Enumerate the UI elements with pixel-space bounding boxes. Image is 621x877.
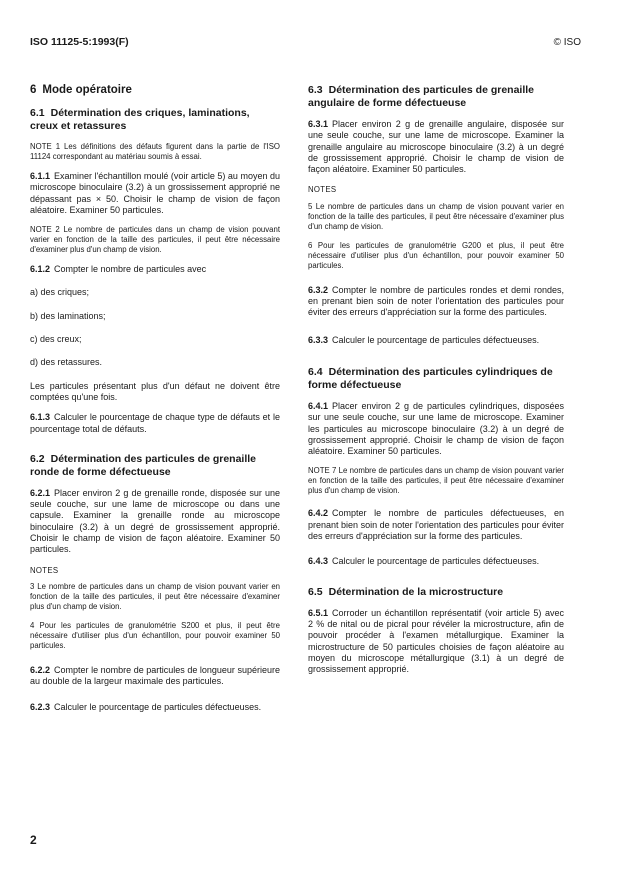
paragraph-6-4-3 <box>308 556 564 567</box>
clause-text: Compter le nombre de particules de longueur supérieure au double de la largeur maximale des particules. <box>30 664 280 687</box>
paragraph-6-3-3 <box>308 335 564 346</box>
clause-number: 6.1.1 <box>30 171 51 181</box>
section-number: 6.3 <box>308 84 323 96</box>
list-item: c) des creux; <box>30 334 82 345</box>
list-item: a) des criques; <box>30 287 90 298</box>
paragraph-6-3-1 <box>308 119 564 175</box>
notes-heading: NOTES <box>30 565 59 575</box>
section-title: Détermination des particules cylindriques de forme défectueuse <box>308 365 553 391</box>
section-number: 6.2 <box>30 452 45 465</box>
clause-text: Placer environ 2 g de grenaille ronde, disposée sur une seule couche, sur une lame de microscope ou dans une capsule. Examiner la grenaille ronde au microscope binoculaire (3.2) à un degré de grossissement approprié. Choisir le champ de vision de façon aléatoire. Examiner 50 particules. <box>30 487 280 555</box>
clause-number: 6.3.3 <box>308 334 329 345</box>
section-number: 6.1 <box>30 107 45 119</box>
paragraph-6-2-1 <box>30 488 280 556</box>
section-number: 6.4 <box>308 365 323 378</box>
section-number: 6 <box>30 84 37 96</box>
section-6-heading <box>30 84 280 97</box>
note-1: NOTE 1 Les définitions des défauts figurent dans la partie de l'ISO 11124 correspondant au matériau soumis à essai. <box>30 142 280 161</box>
clause-number: 6.3.1 <box>308 119 329 129</box>
right-column <box>308 84 564 684</box>
notes-heading: NOTES <box>308 185 337 195</box>
note-4: 4 Pour les particules de granulométrie S200 et plus, il peut être nécessaire d'utiliser plus d'un échantillon, pour pouvoir examiner 50 particules. <box>30 620 280 650</box>
left-column <box>30 84 280 722</box>
clause-text: Examiner l'échantillon moulé (voir article 5) au moyen du microscope binoculaire (3.2) à un grossissement approprié ne dépassant pas × 50. Choisir le champ de vision de façon aléatoire. Examiner 50 particules. <box>30 171 280 215</box>
clause-text: Compter le nombre de particules avec <box>54 264 207 275</box>
clause-text: Compter le nombre de particules rondes et demi rondes, en prenant bien soin de noter l'orientation des particules pour éviter des erreurs d'appréciation sur la forme des particules. <box>308 284 564 318</box>
clause-text: Corroder un échantillon représentatif (voir article 5) avec 2 % de nital ou de picral pour révéler la microstructure, afin de pouvoir procéder à l'examen métallurgique. Examiner la microstructure de 50 particules choisies de façon aléatoire au moyen du microscope métallurgique (3.1) à un degré de grossissement approprié. <box>308 607 564 675</box>
clause-number: 6.1.3 <box>30 412 51 423</box>
clause-number: 6.2.3 <box>30 701 51 712</box>
clause-text: Calculer le pourcentage de chaque type de défauts et le pourcentage total de défauts. <box>30 412 280 434</box>
clause-number: 6.1.2 <box>30 264 51 275</box>
paragraph-6-2-3 <box>30 702 280 713</box>
note-7: NOTE 7 Le nombre de particules dans un champ de vision pouvant varier en fonction de la taille des particules, il peut être nécessaire d'examiner plus d'un champ de vision. <box>308 466 564 496</box>
clause-number: 6.2.1 <box>30 487 51 498</box>
section-title: Détermination des criques, laminations, creux et retassures <box>30 107 250 132</box>
note-2: NOTE 2 Le nombre de particules dans un champ de vision pouvant varier en fonction de la taille des particules, il peut être nécessaire d'examiner plus d'un champ de vision. <box>30 225 280 255</box>
clause-number: 6.4.2 <box>308 508 329 519</box>
note-6: 6 Pour les particules de granulométrie G200 et plus, il peut être nécessaire d'utiliser plus d'un échantillon, pour pouvoir examiner 50 particules. <box>308 240 564 270</box>
clause-text: Calculer le pourcentage de particules défectueuses. <box>332 556 540 567</box>
copyright-mark: © ISO <box>553 37 581 48</box>
note-5: 5 Le nombre de particules dans un champ de vision pouvant varier en fonction de la taille des particules, il peut être nécessaire d'examiner plus d'un champ de vision. <box>308 201 564 231</box>
clause-number: 6.2.2 <box>30 664 51 675</box>
clause-number: 6.5.1 <box>308 607 329 618</box>
page-number: 2 <box>30 833 37 847</box>
section-6-1-heading <box>30 107 280 133</box>
note-3: 3 Le nombre de particules dans un champ de vision pouvant varier en fonction de la taille des particules, il peut être nécessaire d'examiner plus d'un champ de vision. <box>30 581 280 611</box>
list-item: d) des retassures. <box>30 357 103 368</box>
clause-text: Calculer le pourcentage de particules défectueuses. <box>54 701 262 712</box>
section-6-5-heading <box>308 586 564 599</box>
clause-text: Compter le nombre de particules défectueuses, en prenant bien soin de noter l'orientation des particules pour éviter des erreurs d'appréciation sur la forme des particules. <box>308 508 564 542</box>
clause-number: 6.4.1 <box>308 400 329 411</box>
clause-text: Placer environ 2 g de particules cylindriques, disposées sur une seule couche, sur une lame de microscope. Examiner les particules au microscope binoculaire (3.2) à un degré de grossissement approprié. Choisir le champ de vision de façon aléatoire. Examiner 50 particules. <box>308 400 564 457</box>
clause-text: Calculer le pourcentage de particules défectueuses. <box>332 334 540 345</box>
section-6-3-heading <box>308 84 564 110</box>
paragraph-6-4-1 <box>308 401 564 457</box>
section-title: Détermination des particules de grenaille angulaire de forme défectueuse <box>308 84 535 109</box>
paragraph-6-2-2 <box>30 665 280 688</box>
section-6-2-heading <box>30 453 280 479</box>
section-6-4-heading <box>308 366 564 392</box>
clause-number: 6.3.2 <box>308 284 329 295</box>
clause-text: Placer environ 2 g de grenaille angulaire, disposée sur une seule couche, sur une lame de microscope. Examiner la grenaille angulaire au microscope binoculaire (3.2) à un degré de grossissement approprié. Choisir le champ de vision de façon aléatoire. Examiner 50 particules. <box>308 119 564 175</box>
paragraph-6-3-2 <box>308 285 564 319</box>
section-number: 6.5 <box>308 585 323 598</box>
paragraph-6-5-1 <box>308 608 564 676</box>
section-title: Mode opératoire <box>42 84 132 96</box>
paragraph-6-1-2-continued: Les particules présentant plus d'un défaut ne doivent être comptées qu'une fois. <box>30 380 280 402</box>
clause-number: 6.4.3 <box>308 556 329 567</box>
section-title: Détermination des particules de grenaille ronde de forme défectueuse <box>30 452 257 478</box>
paragraph-6-1-1 <box>30 171 280 216</box>
paragraph-6-4-2 <box>308 508 564 542</box>
paragraph-6-1-2 <box>30 264 280 275</box>
paragraph-6-1-3 <box>30 412 280 435</box>
section-title: Détermination de la microstructure <box>328 585 504 598</box>
list-item: b) des laminations; <box>30 310 106 321</box>
standard-number: ISO 11125-5:1993(F) <box>30 36 129 48</box>
